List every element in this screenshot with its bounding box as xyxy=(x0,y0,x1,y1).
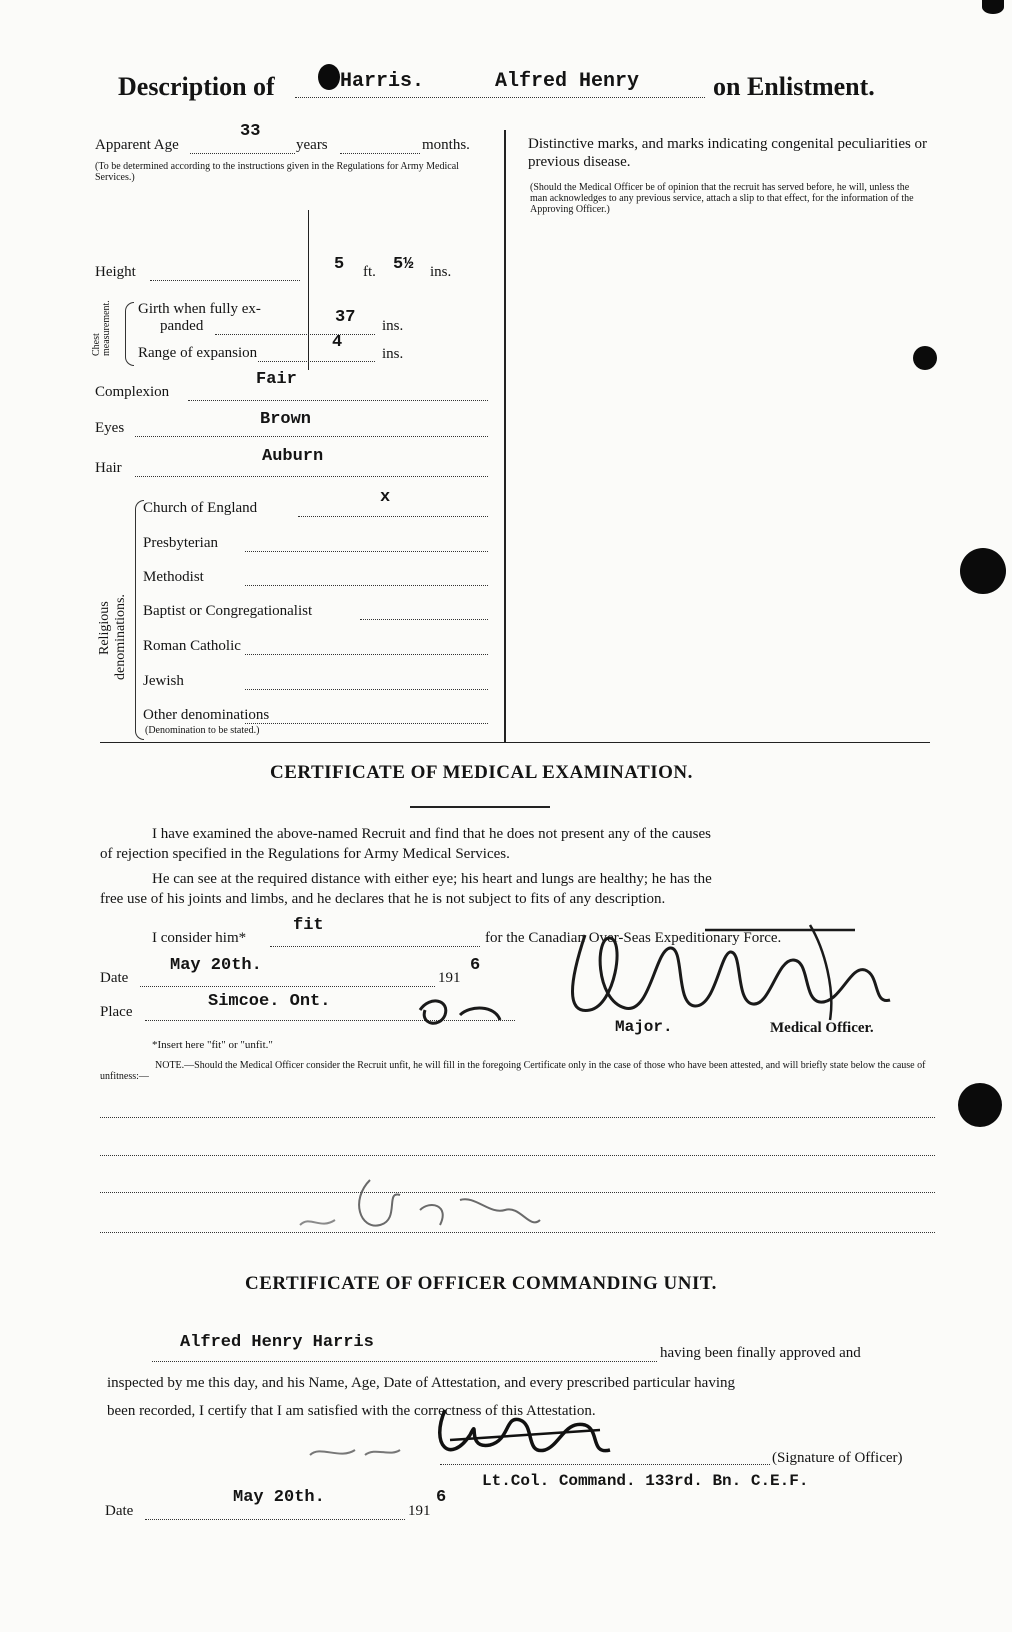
range-label: Range of expansion xyxy=(138,345,258,361)
religion-label: Other denominations xyxy=(143,707,270,723)
complexion-label: Complexion xyxy=(95,384,170,400)
commanding-line3: been recorded, I certify that I am satisfied with the correctness of this Attestation. xyxy=(107,1403,596,1419)
punch-hole xyxy=(982,0,1004,14)
medical-date-value: May 20th. xyxy=(170,956,262,975)
religion-label: Church of England xyxy=(143,500,258,516)
commanding-year-prefix: 191 xyxy=(408,1503,431,1519)
header-dots xyxy=(295,97,705,98)
place-label: Place xyxy=(100,1004,133,1020)
religion-label: Baptist or Congregationalist xyxy=(143,603,313,619)
height-ft-value: 5 xyxy=(334,255,345,274)
punch-hole xyxy=(913,346,937,370)
medical-para1: I have examined the above-named Recruit and find that he does not present any of the causes xyxy=(152,826,711,842)
hair-value: Auburn xyxy=(262,447,324,466)
age-value: 33 xyxy=(240,122,261,141)
medical-title: CERTIFICATE OF MEDICAL EXAMINATION. xyxy=(270,762,693,783)
hair-label: Hair xyxy=(95,460,122,476)
distinctive-marks-heading: Distinctive marks, and marks indicating congenital peculiarities or previous disease. xyxy=(528,136,928,170)
religion-label: Methodist xyxy=(143,569,204,585)
medical-note: NOTE.—Should the Medical Officer consider the Recruit unfit, he will fill in the foregoing Certificate only in the case of those who have been attested, and will briefly state below the cause of unfitness:— xyxy=(100,1060,926,1082)
religion-label: Jewish xyxy=(143,673,184,689)
section-rule xyxy=(100,742,930,743)
header-surname: Harris. xyxy=(340,70,425,93)
measure-divider xyxy=(308,210,309,370)
consider-label: I consider him* xyxy=(152,930,247,946)
medical-officer-label: Medical Officer. xyxy=(770,1020,874,1036)
medical-date-label: Date xyxy=(100,970,129,986)
distinctive-marks-note: (Should the Medical Officer be of opinion that the recruit has served before, he will, unless the man acknowledges to any previous service, attach a slip to that effect, for the information of the Approving Officer.) xyxy=(530,182,914,215)
range-value: 4 xyxy=(332,333,343,352)
months-label: months. xyxy=(422,137,470,153)
religious-label-1: Religious xyxy=(97,601,112,655)
medical-para2: He can see at the required distance with either eye; his heart and lungs are healthy; he has the xyxy=(152,871,712,887)
range-ins-label: ins. xyxy=(382,346,404,362)
girth-value: 37 xyxy=(335,308,356,327)
ink-blot xyxy=(318,64,340,90)
header-on-enlistment: on Enlistment. xyxy=(713,72,875,101)
girth-ins-label: ins. xyxy=(382,318,404,334)
commanding-line2: inspected by me this day, and his Name, Age, Date of Attestation, and every prescribed particular having xyxy=(107,1375,736,1391)
for-force-text: for the Canadian Over-Seas Expeditionary Force. xyxy=(485,930,782,946)
header-description-of: Description of xyxy=(118,72,275,101)
religion-mark: x xyxy=(380,488,391,507)
punch-hole xyxy=(960,548,1006,594)
apparent-age-label: Apparent Age xyxy=(95,137,179,153)
medical-officer-signature xyxy=(555,920,915,1030)
ins-label: ins. xyxy=(430,264,452,280)
place-value: Simcoe. Ont. xyxy=(208,992,331,1011)
medical-para2b: free use of his joints and limbs, and he declares that he is not subject to fits of any description. xyxy=(100,891,666,907)
medical-rank-value: Major. xyxy=(615,1018,673,1036)
eyes-label: Eyes xyxy=(95,420,125,436)
commanding-line1: having been finally approved and xyxy=(660,1345,861,1361)
commanding-year-digit: 6 xyxy=(436,1488,447,1507)
religious-label-2: denominations. xyxy=(113,594,128,680)
girth-label-2: panded xyxy=(160,318,204,334)
height-label: Height xyxy=(95,264,136,280)
commanding-title: CERTIFICATE OF OFFICER COMMANDING UNIT. xyxy=(245,1273,717,1294)
commanding-officer-rank: Lt.Col. Command. 133rd. Bn. C.E.F. xyxy=(482,1472,809,1490)
religion-label: Presbyterian xyxy=(143,535,218,551)
header-given-names: Alfred Henry xyxy=(495,70,640,93)
column-divider xyxy=(504,130,506,742)
recruit-name-value: Alfred Henry Harris xyxy=(180,1333,374,1352)
complexion-value: Fair xyxy=(256,370,297,389)
commanding-date-value: May 20th. xyxy=(233,1488,325,1507)
commanding-date-label: Date xyxy=(105,1503,134,1519)
years-label: years xyxy=(296,137,328,153)
medical-para1b: of rejection specified in the Regulations for Army Medical Services. xyxy=(100,846,510,862)
medical-year-prefix: 191 xyxy=(438,970,461,986)
denomination-note: (Denomination to be stated.) xyxy=(145,725,260,736)
insert-note: *Insert here "fit" or "unfit." xyxy=(152,1039,273,1051)
eyes-value: Brown xyxy=(260,410,312,429)
age-note: (To be determined according to the instructions given in the Regulations for Army Medical Services.) xyxy=(95,161,459,183)
religion-label: Roman Catholic xyxy=(143,638,241,654)
faded-signature xyxy=(290,1170,590,1250)
chest-measurement-label: Chest measurement. xyxy=(91,300,112,356)
ink-scribble xyxy=(400,980,520,1040)
medical-year-digit: 6 xyxy=(470,956,481,975)
girth-label-1: Girth when fully ex- xyxy=(138,301,261,317)
height-in-value: 5½ xyxy=(393,255,414,274)
punch-hole xyxy=(958,1083,1002,1127)
fitness-value: fit xyxy=(293,916,324,935)
signature-of-officer-label: (Signature of Officer) xyxy=(772,1450,903,1466)
ft-label: ft. xyxy=(363,264,376,280)
